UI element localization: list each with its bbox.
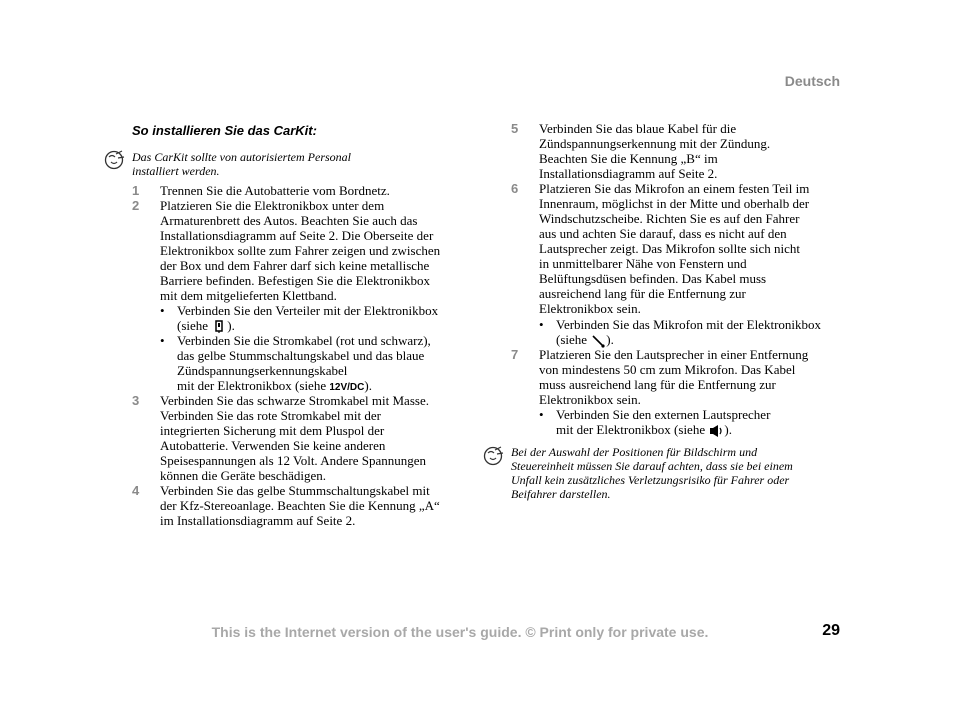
step-6-text: Platzieren Sie das Mikrofon an einem festen Teil im Innenraum, möglichst in der Mitte und oberhalb der Windschutzscheibe. Richten Sie es auf den Fahrer aus und achten Sie darauf, dass es nicht auf den Lautsprecher zeigt. Das Mikrofon sollte sich nicht in unmittelbarer Nähe von Fenstern und Belüftungsdüsen befinden. Das Kabel muss ausreichend lang für die Entfernung zur Elektronikbox sein. [539, 181, 810, 316]
speaker-icon [708, 424, 724, 438]
distributor-icon [211, 320, 227, 334]
bullet-microphone: • Verbinden Sie das Mikrofon mit der Elektronikbox (siehe ). [539, 317, 822, 347]
step-number: 1 [132, 183, 140, 198]
step-2-text: Platzieren Sie die Elektronikbox unter dem Armaturenbrett des Autos. Beachten Sie auch das Installationsdiagramm auf Seite 2. Die Oberseite der Elektronikbox sollte zum Fahrer zeigen und zwischen der Box und dem Fahrer darf sich keine metallische Barriere befinden. Befestigen Sie die Elektronikbox mit dem mitgelieferten Klettband. [160, 198, 441, 303]
section-title: So installieren Sie das CarKit: [132, 123, 317, 138]
step-number: 4 [132, 483, 140, 498]
language-label: Deutsch [784, 73, 840, 89]
step-7-text: Platzieren Sie den Lautsprecher in einer Entfernung von mindestens 50 cm zum Mikrofon. Das Kabel muss ausreichend lang für die Entfernung zur Elektronikbox sein. [539, 347, 809, 407]
step-number: 3 [132, 393, 140, 408]
bullet-distributor: • Verbinden Sie den Verteiler mit der Elektronikbox (siehe ). [160, 303, 439, 333]
power-12vdc-symbol: 12V/DC [329, 382, 365, 393]
step-number: 5 [511, 121, 519, 136]
step-5-text: Verbinden Sie das blaue Kabel für die Zündspannungserkennung mit der Zündung. Beachten Sie die Kennung „B“ im Installationsdiagramm auf Seite 2. [539, 121, 771, 181]
step-number: 6 [511, 181, 519, 196]
note-authorized-install: Das CarKit sollte von autorisiertem Personal installiert werden. [132, 150, 351, 178]
step-4-text: Verbinden Sie das gelbe Stummschaltungskabel mit der Kfz-Stereoanlage. Beachten Sie die Kennung „A“ im Installationsdiagramm auf Seite 2. [160, 483, 440, 528]
tip-icon [103, 150, 125, 170]
bullet-speaker: • Verbinden Sie den externen Lautsprecher mit der Elektronikbox (siehe ). [539, 407, 771, 437]
step-number: 7 [511, 347, 519, 362]
page-number: 29 [822, 622, 840, 639]
step-1-text: Trennen Sie die Autobatterie vom Bordnetz. [160, 183, 390, 198]
step-3-text: Verbinden Sie das schwarze Stromkabel mit Masse. Verbinden Sie das rote Stromkabel mit der integrierten Sicherung mit dem Pluspol der Autobatterie. Verwenden Sie keine anderen Speisespannungen als 12 Volt. Andere Spannungen können die Geräte beschädigen. [160, 393, 429, 483]
step-number: 2 [132, 198, 140, 213]
microphone-icon [590, 334, 606, 348]
footer-notice: This is the Internet version of the user's guide. © Print only for private use. [211, 624, 709, 640]
tip-icon [482, 446, 504, 466]
bullet-power-cables: • Verbinden Sie die Stromkabel (rot und schwarz), das gelbe Stummschaltungskabel und das blaue Zündspannungserkennungskabel mit der Elektronikbox (siehe 12V/DC). [160, 333, 431, 393]
note-safety-positions: Bei der Auswahl der Positionen für Bildschirm und Steuereinheit müssen Sie darauf achten, dass sie bei einem Unfall kein zusätzliches Verletzungsrisiko für Fahrer oder Beifahrer darstellen. [511, 445, 793, 501]
